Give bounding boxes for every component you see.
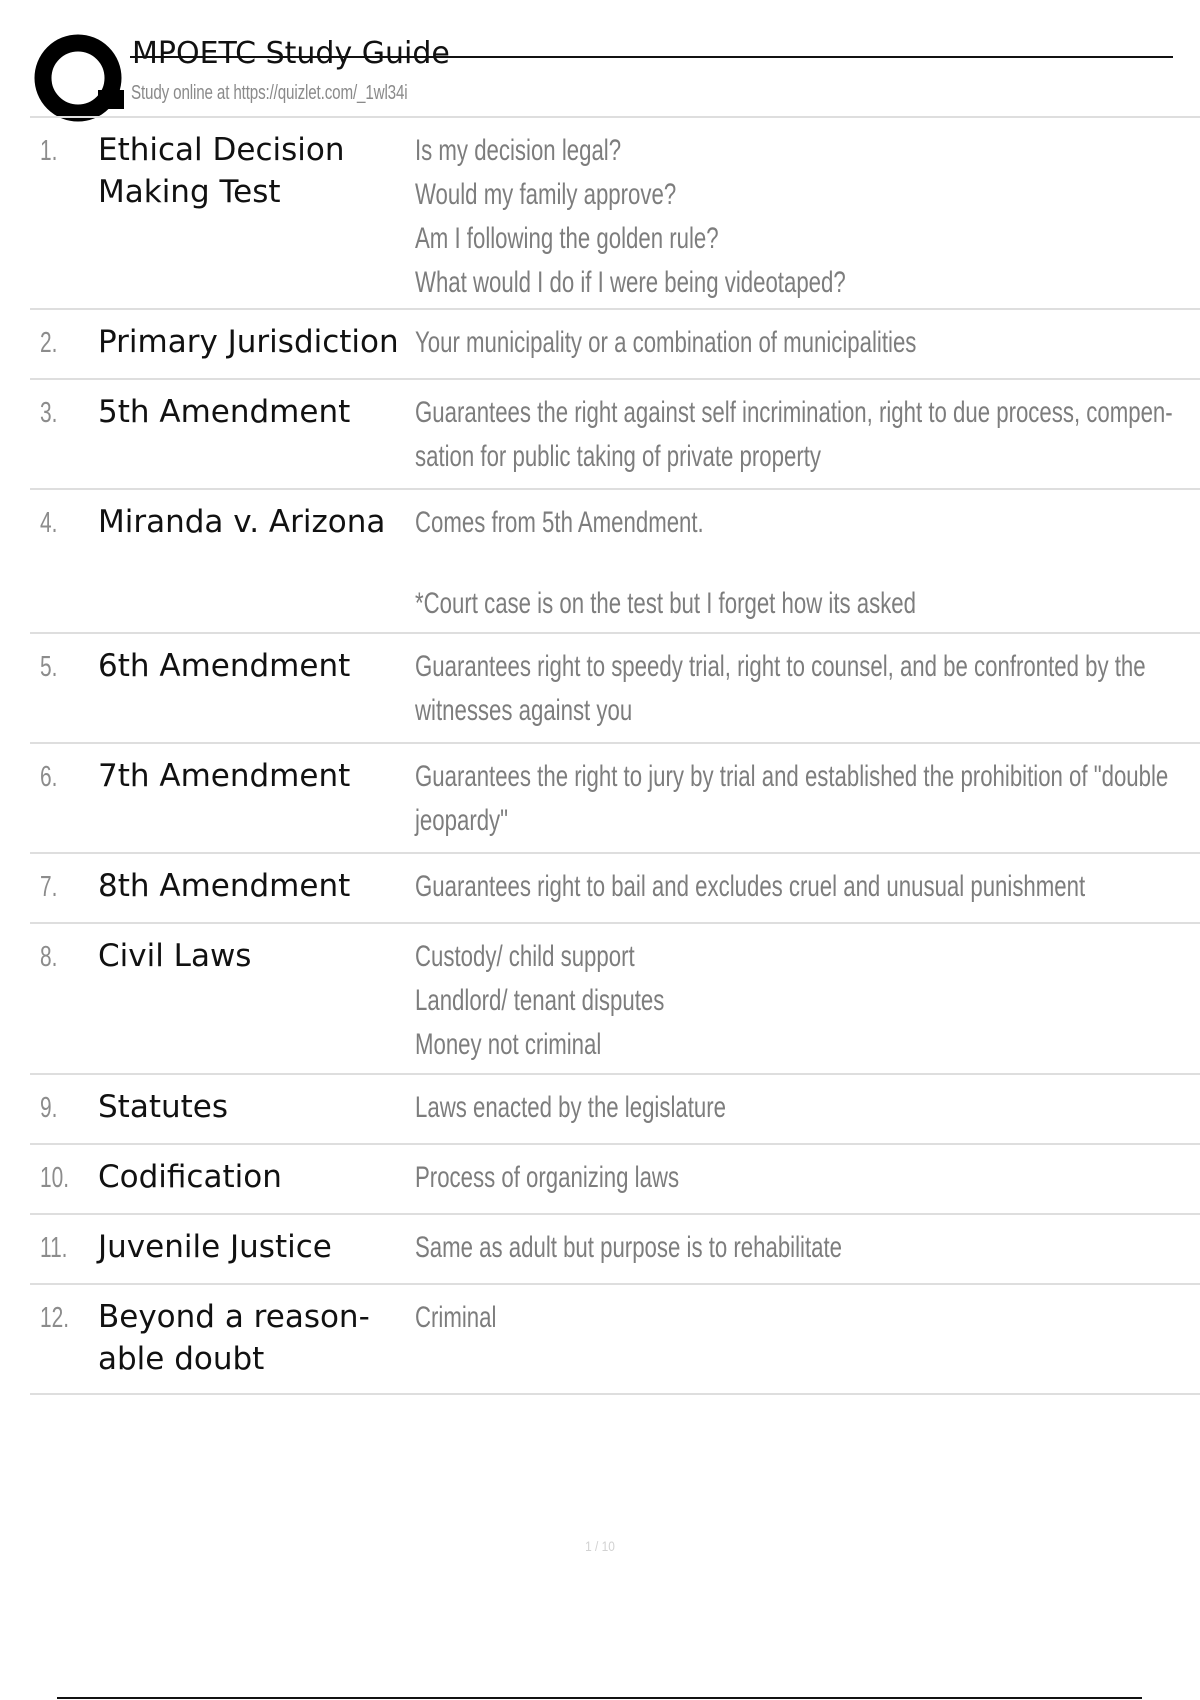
term-name (98, 391, 410, 433)
term-name (98, 935, 410, 977)
term-row (30, 380, 1200, 490)
definition-line: Criminal (415, 1301, 497, 1334)
term-number: 11. (40, 1232, 68, 1264)
term-name-line: Statutes (98, 1089, 229, 1125)
term-number: 10. (40, 1162, 70, 1194)
term-definition (415, 645, 1200, 733)
term-number: 5. (40, 651, 58, 683)
term-name-line: 5th Amendment (98, 394, 351, 430)
term-definition (415, 501, 1200, 626)
term-name (98, 645, 410, 687)
definition-line: Am I following the golden rule? (415, 222, 719, 255)
term-definition (415, 321, 1200, 365)
term-name-line: 6th Amendment (98, 648, 351, 684)
definition-line: Money not criminal (415, 1028, 602, 1061)
definition-line: Your municipality or a combination of municipalities (415, 326, 917, 359)
term-name-line: 8th Amendment (98, 868, 351, 904)
definition-line: jeopardy" (415, 804, 509, 837)
term-row (30, 310, 1200, 380)
term-number: 12. (40, 1302, 70, 1334)
term-definition (415, 391, 1200, 479)
term-name (98, 1156, 410, 1198)
term-definition (415, 755, 1200, 843)
definition-line (415, 545, 1000, 582)
term-row (30, 924, 1200, 1075)
term-definition (415, 935, 1200, 1067)
page-title: MPOETC Study Guide (132, 36, 450, 71)
term-definition (415, 1156, 1200, 1200)
term-name (98, 129, 410, 213)
term-row (30, 118, 1200, 310)
term-name (98, 1086, 410, 1128)
term-name-line: Ethical Decision (98, 132, 345, 168)
term-number: 4. (40, 507, 58, 539)
term-row (30, 1075, 1200, 1145)
definition-line: Laws enacted by the legislature (415, 1091, 726, 1124)
term-name (98, 865, 410, 907)
term-name-line: Primary Jurisdiction (98, 324, 399, 360)
term-list (30, 118, 1200, 1395)
term-number: 6. (40, 761, 58, 793)
term-name-line: able doubt (98, 1341, 265, 1377)
definition-line: Guarantees right to bail and excludes cruel and unusual punishment (415, 870, 1086, 903)
term-number: 3. (40, 397, 58, 429)
definition-line: Guarantees the right to jury by trial and established the prohibition of "double (415, 760, 1169, 793)
definition-line: Landlord/ tenant disputes (415, 984, 665, 1017)
definition-line: What would I do if I were being videotaped? (415, 266, 846, 299)
term-row (30, 1285, 1200, 1395)
definition-line: Comes from 5th Amendment. (415, 506, 704, 539)
term-row (30, 744, 1200, 854)
term-definition (415, 129, 1200, 305)
term-name (98, 501, 410, 543)
definition-line: Is my decision legal? (415, 134, 622, 167)
document-header (30, 28, 1150, 118)
study-online-link[interactable]: Study online at https://quizlet.com/_1wl34i (131, 82, 408, 104)
term-row (30, 1145, 1200, 1215)
term-name-line: Beyond a reason- (98, 1299, 370, 1335)
term-name-line: Miranda v. Arizona (98, 504, 386, 540)
definition-line: Guarantees the right against self incrimination, right to due process, compen- (415, 396, 1173, 429)
term-definition (415, 1296, 1200, 1340)
term-name (98, 321, 410, 363)
definition-line: Custody/ child support (415, 940, 635, 973)
definition-line: Would my family approve? (415, 178, 677, 211)
term-name-line: 7th Amendment (98, 758, 351, 794)
term-name-line: Making Test (98, 174, 281, 210)
term-definition (415, 1086, 1200, 1130)
definition-line: *Court case is on the test but I forget how its asked (415, 587, 917, 620)
term-row (30, 854, 1200, 924)
term-number: 1. (40, 135, 58, 167)
term-number: 2. (40, 327, 58, 359)
definition-line: Process of organizing laws (415, 1161, 680, 1194)
term-number: 9. (40, 1092, 58, 1124)
term-name (98, 1296, 410, 1380)
term-name (98, 755, 410, 797)
page-number: 1 / 10 (585, 1538, 615, 1554)
term-number: 8. (40, 941, 58, 973)
definition-line: Guarantees right to speedy trial, right to counsel, and be confronted by the (415, 650, 1146, 683)
quizlet-q-logo-icon (30, 34, 140, 122)
footer-rule (57, 1697, 1142, 1699)
definition-line: witnesses against you (415, 694, 633, 727)
term-name-line: Civil Laws (98, 938, 252, 974)
term-name-line: Codification (98, 1159, 282, 1195)
term-definition (415, 1226, 1200, 1270)
term-row (30, 490, 1200, 634)
term-name-line: Juvenile Justice (98, 1229, 332, 1265)
term-name (98, 1226, 410, 1268)
term-row (30, 1215, 1200, 1285)
term-number: 7. (40, 871, 58, 903)
definition-line: sation for public taking of private property (415, 440, 821, 473)
definition-line: Same as adult but purpose is to rehabilitate (415, 1231, 843, 1264)
term-definition (415, 865, 1200, 909)
term-row (30, 634, 1200, 744)
